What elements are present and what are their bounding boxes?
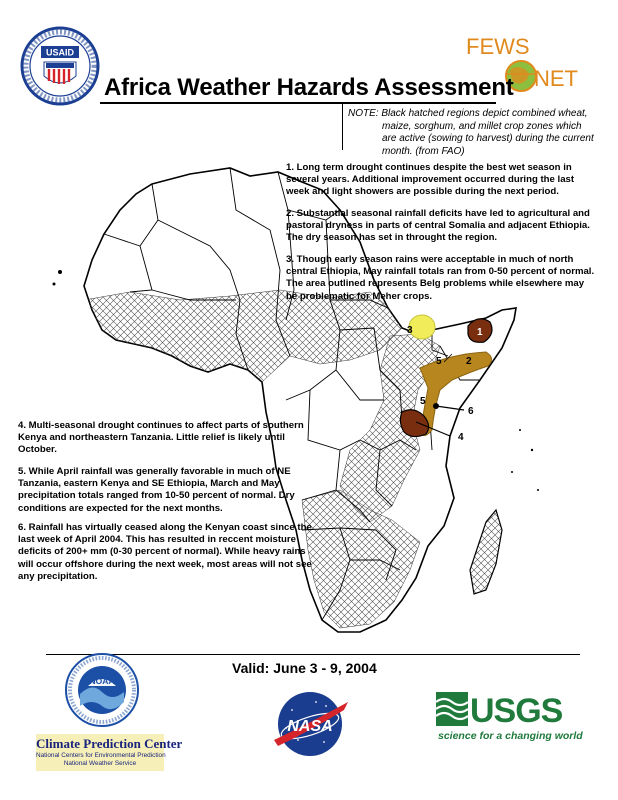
- usaid-seal-logo: [20, 26, 100, 106]
- map-label-1: 1: [477, 327, 483, 338]
- note-line: month. (from FAO): [382, 145, 465, 157]
- nasa-wordmark: NASA: [287, 718, 333, 735]
- hazard-text-6: 6. Rainfall has virtually ceased along the Kenyan coast since the last week of April 2004. This has resulted in reccent moisture deficits of 200+ mm (0-30 percent of normal). While heavy rains will occur offshore during the next week, most areas will not see any precipitation.: [18, 522, 312, 582]
- map-label-4: 4: [458, 432, 464, 443]
- map-label-2: 2: [466, 356, 472, 367]
- cpc-name: Climate Prediction Center: [36, 736, 183, 751]
- title-divider: [100, 102, 496, 104]
- cpc-subtitle: National Weather Service: [63, 760, 137, 767]
- note-line: NOTE: Black hatched regions depict combined wheat,: [348, 108, 588, 119]
- cpc-logo: [36, 734, 183, 771]
- map-label-5-north: 5: [436, 356, 442, 367]
- hazard-text-4: 4. Multi-seasonal drought continues to affect parts of southern Kenya and northeastern Tanzania. Little relief is likely until October.: [18, 420, 304, 456]
- page-title: Africa Weather Hazards Assessment: [104, 74, 514, 101]
- cpc-subtitle: National Centers for Environmental Prediction: [36, 752, 166, 759]
- noaa-wordmark: NOAA: [89, 676, 115, 686]
- usgs-wave-icon: [436, 692, 468, 726]
- hazard-text-1: 1. Long term drought continues despite the best wet season in several years. Additional improvement occurred during the last week and light showers are possible during the next period.: [286, 162, 575, 198]
- usgs-tagline: science for a changing world: [438, 730, 583, 742]
- hazard-text-3: 3. Though early season rains were acceptable in much of north central Ethiopia, May rainfall totals ran from 0-50 percent of normal. The area outlined represents Belg problems while elsewhere may be problematic for Meher crops.: [286, 254, 595, 302]
- usaid-wordmark: USAID: [45, 47, 75, 58]
- hazard-text-5: 5. While April rainfall was generally favorable in much of NE Tanzania, eastern Kenya and SE Ethiopia, March and May precipitation totals ranged from 10-50 percent of normal. Dry conditions are expected for the next months.: [18, 466, 295, 514]
- note-divider: [342, 104, 343, 150]
- note-line: maize, sorghum, and millet crop zones which: [382, 120, 582, 132]
- map-label-3: 3: [407, 325, 413, 336]
- fews-wordmark: FEWS: [466, 34, 530, 59]
- note-line: are active (sowing to harvest) during the current: [382, 133, 594, 145]
- map-label-6: 6: [468, 406, 474, 417]
- map-label-5-south: 5: [420, 396, 426, 407]
- noaa-seal-logo: [64, 652, 140, 728]
- madagascar-outline: [470, 510, 502, 594]
- net-wordmark: NET: [534, 66, 578, 91]
- valid-dates: Valid: June 3 - 9, 2004: [232, 660, 377, 676]
- usgs-wordmark: USGS: [470, 692, 563, 730]
- nasa-logo: [268, 688, 352, 760]
- hazard-text-2: 2. Substantial seasonal rainfall deficits have led to agricultural and pastoral dryness in parts of central Somalia and adjacent Ethiopia. The dry season has set in throught the region.: [286, 208, 590, 244]
- hazard-area-3: [409, 315, 435, 339]
